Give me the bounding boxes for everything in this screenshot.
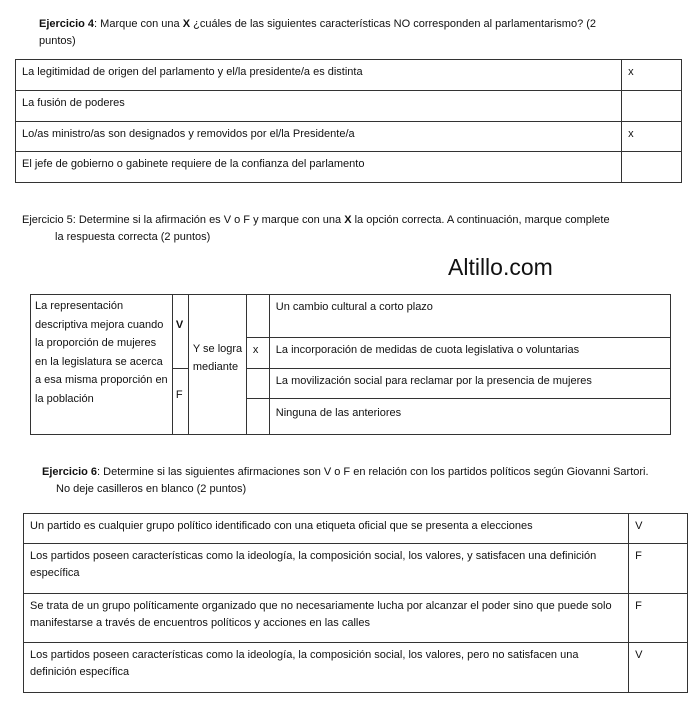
ex5-f-cell[interactable] xyxy=(172,369,188,435)
ex6-row-mark[interactable]: F xyxy=(629,544,688,594)
ex5-statement: La representación descriptiva mejora cuando la proporción de mujeres en la legislatura se acerca a esa misma proporción en la población xyxy=(31,295,173,435)
ex4-label: Ejercicio 4 xyxy=(39,18,95,30)
table-row xyxy=(16,122,682,152)
ex5-v-label: V xyxy=(175,319,184,331)
ex6-table xyxy=(23,513,688,693)
ex5-option-text: La incorporación de medidas de cuota legislativa o voluntarias xyxy=(269,338,670,369)
ex6-question xyxy=(42,464,692,498)
ex5-option-mark[interactable] xyxy=(246,399,269,435)
ex5-question-x: X xyxy=(344,214,352,226)
ex5-question xyxy=(22,212,672,246)
table-row xyxy=(24,544,688,594)
ex5-option-mark[interactable] xyxy=(246,295,269,338)
ex6-row-mark[interactable]: F xyxy=(629,594,688,643)
ex4-row-mark[interactable]: x xyxy=(622,122,682,152)
ex4-question-c: puntos) xyxy=(39,35,76,47)
ex4-row-text: La legitimidad de origen del parlamento y el/la presidente/a es distinta xyxy=(16,60,622,91)
table-row xyxy=(31,295,671,338)
watermark: Altillo.com xyxy=(448,254,553,280)
ex4-row-mark[interactable] xyxy=(622,91,682,122)
ex6-row-mark[interactable]: V xyxy=(629,514,688,544)
table-row xyxy=(24,514,688,544)
ex4-table xyxy=(15,59,682,183)
ex4-question xyxy=(39,16,659,50)
ex4-question-a: : Marque con una xyxy=(94,18,183,30)
table-row xyxy=(16,152,682,183)
ex5-v-cell[interactable] xyxy=(172,295,188,369)
ex5-question-b: la opción correcta. A continuación, marque complete xyxy=(351,214,610,226)
ex4-row-mark[interactable] xyxy=(622,152,682,183)
ex5-option-mark[interactable]: x xyxy=(246,338,269,369)
ex6-row-text: Un partido es cualquier grupo político identificado con una etiqueta oficial que se presenta a elecciones xyxy=(24,514,629,544)
table-row xyxy=(16,60,682,91)
ex5-question-a: Ejercicio 5: Determine si la afirmación es V o F y marque con una xyxy=(22,214,345,226)
ex5-option-text: Ninguna de las anteriores xyxy=(269,399,670,435)
ex4-row-mark[interactable]: x xyxy=(622,60,682,91)
ex4-question-x: X xyxy=(182,18,191,30)
ex4-row-text: El jefe de gobierno o gabinete requiere de la confianza del parlamento xyxy=(16,152,622,183)
table-row xyxy=(24,594,688,643)
ex4-row-text: Lo/as ministro/as son designados y removidos por el/la Presidente/a xyxy=(16,122,622,152)
ex6-row-text: Los partidos poseen características como la ideología, la composición social, los valores, pero no satisfacen una definición específica xyxy=(24,643,629,693)
ex6-question-b: No deje casilleros en blanco (2 puntos) xyxy=(56,483,247,495)
table-row xyxy=(16,91,682,122)
ex6-row-text: Los partidos poseen características como la ideología, la composición social, los valores, y satisfacen una definición específica xyxy=(24,544,629,594)
ex6-label: Ejercicio 6 xyxy=(42,466,98,478)
ex5-option-text: La movilización social para reclamar por la presencia de mujeres xyxy=(269,369,670,399)
ex5-f-label: F xyxy=(175,389,183,401)
ex6-row-text: Se trata de un grupo políticamente organizado que no necesariamente lucha por alcanzar el poder sino que puede solo manifestarse a través de encuentros políticos y acciones en las calles xyxy=(24,594,629,643)
ex5-table xyxy=(30,294,671,435)
ex5-middle: Y se logra mediante xyxy=(188,295,246,435)
ex4-row-text: La fusión de poderes xyxy=(16,91,622,122)
ex6-row-mark[interactable]: V xyxy=(629,643,688,693)
table-row xyxy=(24,643,688,693)
ex5-option-text: Un cambio cultural a corto plazo xyxy=(269,295,670,338)
ex5-option-mark[interactable] xyxy=(246,369,269,399)
ex5-question-c: la respuesta correcta (2 puntos) xyxy=(55,231,211,243)
ex6-question-a: : Determine si las siguientes afirmaciones son V o F en relación con los partidos políticos según Giovanni Sartori. xyxy=(97,466,649,478)
ex4-question-b: ¿cuáles de las siguientes características NO corresponden al parlamentarismo? (2 xyxy=(190,18,597,30)
